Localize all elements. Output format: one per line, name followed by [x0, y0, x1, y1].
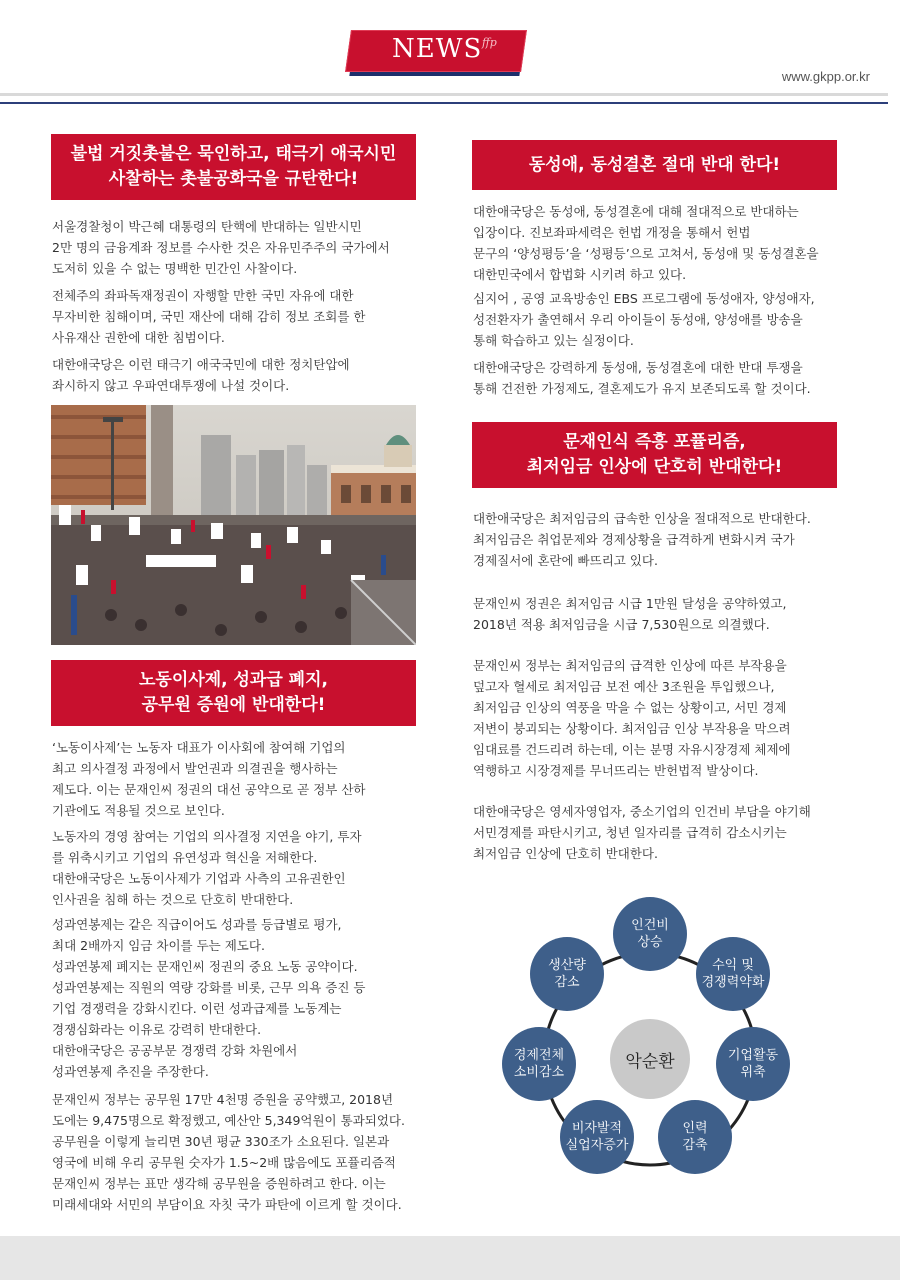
text-line: 2018년 적용 최저임금을 시급 7,530원으로 의결했다.: [473, 617, 770, 632]
text-line: 저변이 붕괴되는 상황이다. 최저임금 인상 부작용을 막으려: [473, 721, 791, 736]
section-title-labor: [51, 660, 416, 726]
text-line: 전체주의 좌파독재정권이 자행할 만한 국민 자유에 대한: [52, 288, 354, 303]
text-line: 성과연봉제 폐지는 문재인씨 정권의 중요 노동 공약이다.: [52, 959, 358, 974]
cycle-node-consumption-drop: [502, 1027, 576, 1101]
text-line: 사유재산 권한에 대한 침범이다.: [52, 330, 225, 345]
title-line: 문재인식 즉흥 포퓰리즘,: [563, 432, 746, 452]
text-line: ‘노동이사제’는 노동자 대표가 이사회에 참여해 기업의: [52, 740, 346, 755]
header-divider-gray: [0, 93, 888, 96]
text-line: 성과연봉제는 직원의 역량 강화를 비롯, 근무 의욕 증진 등: [52, 980, 366, 995]
text-line: 대한애국당은 영세자영업자, 중소기업의 인건비 부담을 야기해: [473, 804, 811, 819]
paragraph: [52, 1089, 405, 1215]
text-line: 미래세대와 서민의 부담이요 자칫 국가 파탄에 이르게 할 것이다.: [52, 1197, 402, 1212]
cycle-node-business-shrink: [716, 1027, 790, 1101]
text-line: 경제질서에 혼란에 빠뜨리고 있다.: [473, 553, 658, 568]
text-line: 공무원을 이렇게 늘리면 30년 평균 330조가 소요된다. 일본과: [52, 1134, 390, 1149]
text-line: 성과연봉제 추진을 주장한다.: [52, 1064, 209, 1079]
node-label: 생산량: [548, 958, 586, 973]
text-line: 대한애국당은 최저임금의 급속한 인상을 절대적으로 반대한다.: [473, 511, 811, 526]
text-line: 기관에도 적용될 것으로 보인다.: [52, 803, 225, 818]
paragraph: [473, 288, 815, 351]
text-line: 인사권을 침해 하는 것으로 단호히 반대한다.: [52, 892, 294, 907]
text-line: 서울경찰청이 박근혜 대통령의 탄핵에 반대하는 일반시민: [52, 219, 362, 234]
text-line: 대한애국당은 이런 태극기 애국국민에 대한 정치탄압에: [52, 357, 350, 372]
node-label: 소비감소: [513, 1065, 565, 1080]
text-line: 역행하고 시장경제를 무너뜨리는 반헌법적 발상이다.: [473, 763, 759, 778]
text-line: 최대 2배까지 임금 차이를 두는 제도다.: [52, 938, 265, 953]
text-line: 성과연봉제는 같은 직급이어도 성과를 등급별로 평가,: [52, 917, 342, 932]
news-logo-script: ffp: [482, 36, 497, 49]
page-footer-band: [0, 1236, 900, 1280]
paragraph: [52, 354, 350, 396]
text-line: 덮고자 혈세로 최저임금 보전 예산 3조원을 투입했으나,: [473, 679, 775, 694]
section-title-surveillance: [51, 134, 416, 200]
cycle-node-unemployment: [560, 1100, 634, 1174]
section-title-same-sex-marriage: [472, 140, 837, 190]
text-line: 도저히 있을 수 없는 명백한 민간인 사찰이다.: [52, 261, 298, 276]
text-line: 문재인씨 정부는 공무원 17만 4천명 증원을 공약했고, 2018년: [52, 1092, 394, 1107]
text-line: 성전환자가 출연해서 우리 아이들이 동성애, 양성애를 방송을: [473, 312, 803, 327]
cycle-node-production-drop: [530, 937, 604, 1011]
text-line: 최고 의사결정 과정에서 발언권과 의결권을 행사하는: [52, 761, 338, 776]
text-line: 대한애국당은 노동이사제가 기업과 사측의 고유권한인: [52, 871, 346, 886]
text-line: 통해 건전한 가정제도, 결혼제도가 유지 보존되도록 할 것이다.: [473, 381, 811, 396]
node-label: 경쟁력약화: [701, 975, 765, 990]
paragraph: [473, 201, 819, 285]
text-line: 무자비한 침해이며, 국민 재산에 대해 감히 정보 조회를 한: [52, 309, 366, 324]
site-url[interactable]: www.gkpp.or.kr: [781, 69, 870, 84]
text-line: 통해 학습하고 있는 실정이다.: [473, 333, 634, 348]
text-line: 문재인씨 정부는 최저임금의 급격한 인상에 따른 부작용을: [473, 658, 787, 673]
cycle-node-workforce-cut: [658, 1100, 732, 1174]
text-line: 입장이다. 진보좌파세력은 헌법 개정을 통해서 헌법: [473, 225, 751, 240]
paragraph: [473, 357, 811, 399]
text-line: 심지어 , 공영 교육방송인 EBS 프로그램에 동성애자, 양성애자,: [473, 291, 815, 306]
node-label: 기업활동: [727, 1048, 779, 1063]
title-line: 사찰하는 촛불공화국을 규탄한다!: [108, 169, 359, 189]
text-line: 대한애국당은 공공부문 경쟁력 강화 차원에서: [52, 1043, 298, 1058]
paragraph: [52, 737, 366, 821]
node-label: 비자발적: [571, 1121, 623, 1136]
text-line: 2만 명의 금융계좌 정보를 수사한 것은 자유민주주의 국가에서: [52, 240, 390, 255]
text-line: 최저임금 인상의 역풍을 막을 수 없는 상황이고, 서민 경제: [473, 700, 787, 715]
paragraph: [52, 216, 390, 279]
text-line: 좌시하지 않고 우파연대투쟁에 나설 것이다.: [52, 378, 290, 393]
node-label: 감축: [682, 1138, 708, 1153]
cycle-center: [610, 1019, 690, 1099]
title-line: 노동이사제, 성과급 폐지,: [139, 670, 328, 690]
paragraph: [52, 914, 366, 1082]
text-line: 최저임금은 취업문제와 경제상황을 급격하게 변화시켜 국가: [473, 532, 795, 547]
text-line: 대한민국에서 합법화 시키려 하고 있다.: [473, 267, 687, 282]
cycle-center-label: 악순환: [625, 1051, 675, 1072]
cycle-node-profit-decline: [696, 937, 770, 1011]
text-line: 영국에 비해 우리 공무원 숫자가 1.5~2배 많음에도 포퓰리즘적: [52, 1155, 396, 1170]
text-line: 대한애국당은 강력하게 동성애, 동성결혼에 대한 반대 투쟁을: [473, 360, 803, 375]
node-label: 위축: [740, 1065, 766, 1080]
node-label: 인력: [682, 1121, 708, 1136]
text-line: 서민경제를 파탄시키고, 청년 일자리를 급격히 감소시키는: [473, 825, 787, 840]
text-line: 문구의 ‘양성평등’을 ‘성평등’으로 고쳐서, 동성애 및 동성결혼을: [473, 246, 819, 261]
title-line: 최저임금 인상에 단호히 반대한다!: [526, 457, 783, 477]
text-line: 를 위축시키고 기업의 유연성과 혁신을 저해한다.: [52, 850, 318, 865]
paragraph: [473, 508, 811, 571]
text-line: 임대료를 건드리려 하는데, 이는 분명 자유시장경제 체제에: [473, 742, 791, 757]
paragraph: [52, 285, 366, 348]
rally-photo: [51, 405, 416, 645]
paragraph: [473, 593, 787, 635]
text-line: 문재인씨 정권은 최저임금 시급 1만원 달성을 공약하였고,: [473, 596, 787, 611]
text-line: 기업 경쟁력을 강화시킨다. 이런 성과급제를 노동계는: [52, 1001, 342, 1016]
title-line: 불법 거짓촛불은 묵인하고, 태극기 애국시민: [70, 144, 397, 164]
node-label: 실업자증가: [565, 1138, 629, 1153]
paragraph: [52, 826, 362, 910]
text-line: 노동자의 경영 참여는 기업의 의사결정 지연을 야기, 투자: [52, 829, 362, 844]
text-line: 제도다. 이는 문재인씨 정권의 대선 공약으로 곧 정부 산하: [52, 782, 366, 797]
node-label: 경제전체: [513, 1048, 565, 1063]
news-logo-text: NEWS: [392, 34, 483, 64]
node-label: 상승: [637, 935, 663, 950]
node-label: 수익 및: [712, 958, 754, 973]
paragraph: [473, 801, 811, 864]
header-divider-navy: [0, 102, 888, 104]
title-line: 동성애, 동성결혼 절대 반대 한다!: [528, 154, 781, 175]
section-title-minimum-wage: [472, 422, 837, 488]
title-line: 공무원 증원에 반대한다!: [141, 695, 326, 715]
node-label: 감소: [554, 975, 580, 990]
node-label: 인건비: [631, 918, 669, 933]
text-line: 문재인씨 정부는 표만 생각해 공무원을 증원하려고 한다. 이는: [52, 1176, 386, 1191]
paragraph: [473, 655, 791, 781]
text-line: 최저임금 인상에 단호히 반대한다.: [473, 846, 658, 861]
text-line: 도에는 9,475명으로 확정했고, 예산안 5,349억원이 통과되었다.: [52, 1113, 405, 1128]
text-line: 경쟁심화라는 이유로 강력히 반대한다.: [52, 1022, 262, 1037]
page-header: [0, 0, 900, 104]
cycle-node-labor-cost: [613, 897, 687, 971]
text-line: 대한애국당은 동성애, 동성결혼에 대해 절대적으로 반대하는: [473, 204, 799, 219]
